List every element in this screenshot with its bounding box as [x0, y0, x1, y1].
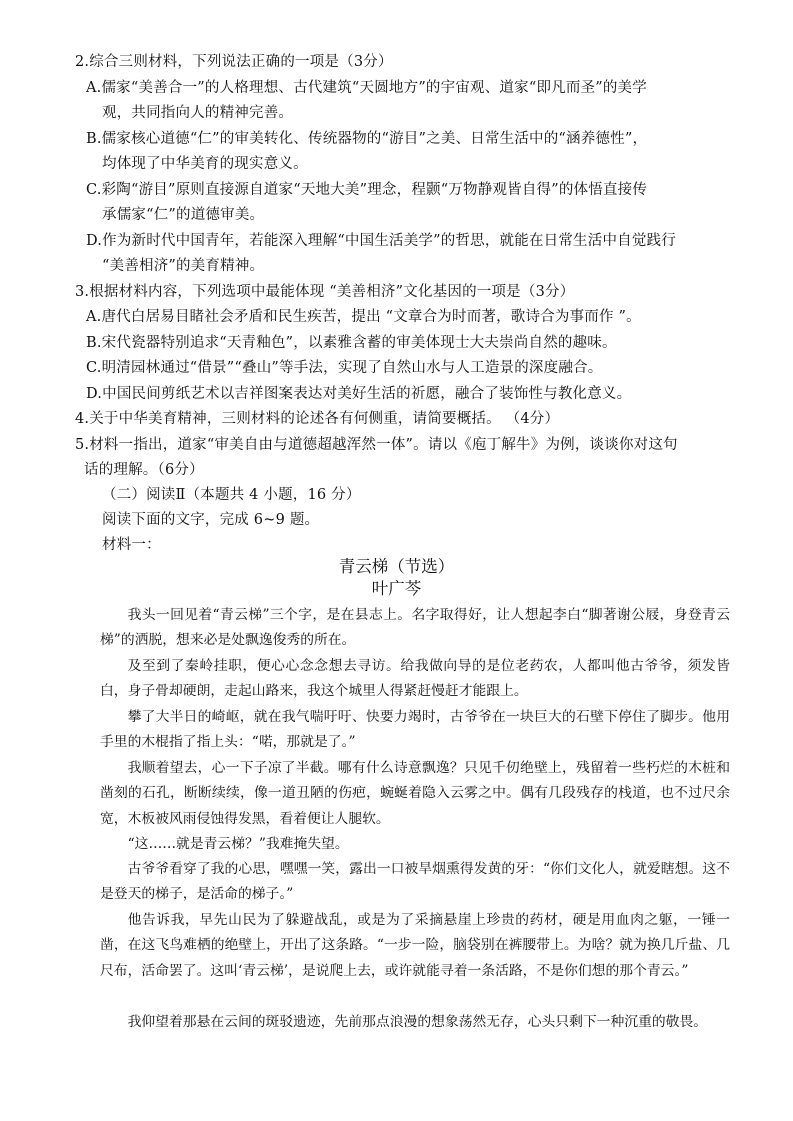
question-3-option-b: B.宋代瓷器特别追求“天青釉色”，以素雅含蓄的审美体现士大夫崇尚自然的趣味。: [86, 335, 617, 351]
article-paragraph: “这……就是青云梯？”我难掩失望。: [127, 836, 349, 852]
question-5-line-1: 5.材料一指出，道家“审美自由与道德超越浑然一体”。请以《庖丁解牛》为例，谈谈你对这句: [75, 437, 678, 453]
question-2-stem: 2.综合三则材料，下列说法正确的一项是（3分）: [75, 54, 393, 70]
question-5-line-2: 话的理解。（6分）: [84, 462, 204, 478]
article-paragraph: 古爷爷看穿了我的心思，嘿嘿一笑，露出一口被旱烟熏得发黄的牙：“你们文化人，就爱瞎想。这不是登天的梯子，是活命的梯子。”: [100, 861, 730, 903]
article-paragraph: 我头一回见着“青云梯”三个字，是在县志上。名字取得好，让人想起李白“脚著谢公屐，身登青云梯”的洒脱，想来必是处飘逸俊秀的所在。: [100, 607, 730, 649]
question-2-option-d-cont: “美善相济”的美育精神。: [102, 258, 265, 274]
question-2-option-a: A.儒家“美善合一”的人格理想、古代建筑“天圆地方”的宇宙观、道家“即凡而圣”的美学: [86, 80, 647, 96]
article-paragraph: 我顺着望去，心一下子凉了半截。哪有什么诗意飘逸？只见千仞绝壁上，残留着一些朽烂的木桩和凿刻的石孔，断断续续，像一道丑陋的伤疤，蜿蜒着隐入云雾之中。偶有几段残存的栈道，也不过尺余宽，木板被风雨侵蚀得发黑，看着便让人腿软。: [100, 760, 730, 827]
section-instruction: 阅读下面的文字，完成 6~9 题。: [102, 512, 320, 528]
question-3-stem: 3.根据材料内容，下列选项中最能体现 “美善相济”文化基因的一项是（3分）: [75, 284, 575, 300]
question-2-option-c: C.彩陶“游目”原则直接源自道家“天地大美”理念，程颢“万物静观皆自得”的体悟直接传: [86, 182, 648, 198]
question-2-option-b-cont: 均体现了中华美育的现实意义。: [102, 156, 308, 172]
article-paragraph: 攀了大半日的崎岖，就在我气喘吁吁、快要力竭时，古爷爷在一块巨大的石壁下停住了脚步。他用手里的木棍指了指上头：“喏，那就是了。”: [100, 709, 730, 751]
article-paragraph: 他告诉我，早先山民为了躲避战乱，或是为了采摘悬崖上珍贵的药材，硬是用血肉之躯，一锤一凿，在这飞鸟难栖的绝壁上，开出了这条路。“一步一险，脑袋别在裤腰带上。为啥？就为换几斤盐、几尺布，活命罢了。这叫‘青云梯’，是说爬上去，或许就能寻着一条活路，不是你们想的那个青云。”: [100, 912, 730, 979]
article-author: 叶广芩: [371, 579, 422, 598]
material-label: 材料一：: [102, 537, 161, 553]
question-2-option-d: D.作为新时代中国青年，若能深入理解“中国生活美学”的哲思，就能在日常生活中自觉践行: [86, 233, 676, 249]
article-title: 青云梯（节选）: [338, 557, 455, 576]
question-2-option-a-cont: 观，共同指向人的精神完善。: [102, 105, 294, 121]
question-3-option-c: C.明清园林通过“借景”“叠山”等手法，实现了自然山水与人工造景的深度融合。: [86, 360, 603, 376]
article-paragraph: 及至到了秦岭挂职，便心心念念想去寻访。给我做向导的是位老药农，人都叫他古爷爷，须发皆白，身子骨却硬朗，走起山路来，我这个城里人得紧赶慢赶才能跟上。: [100, 658, 730, 700]
question-4: 4.关于中华美育精神，三则材料的论述各有何侧重，请简要概括。 （4分）: [75, 411, 560, 427]
question-2-option-b: B.儒家核心道德“仁”的审美转化、传统器物的“游目”之美、日常生活中的“涵养德性”，: [86, 131, 648, 147]
article-paragraph: 我仰望着那悬在云间的斑驳遗迹，先前那点浪漫的想象荡然无存，心头只剩下一种沉重的敬畏。: [127, 1014, 708, 1030]
question-3-option-a: A.唐代白居易目睹社会矛盾和民生疾苦，提出 “文章合为时而著，歌诗合为事而作 ”。: [86, 309, 641, 325]
section-heading: （二）阅读Ⅱ（本题共 4 小题，16 分）: [102, 487, 361, 503]
question-3-option-d: D.中国民间剪纸艺术以吉祥图案表达对美好生活的祈愿，融合了装饰性与教化意义。: [86, 386, 632, 402]
question-2-option-c-cont: 承儒家“仁”的道德审美。: [102, 207, 265, 223]
